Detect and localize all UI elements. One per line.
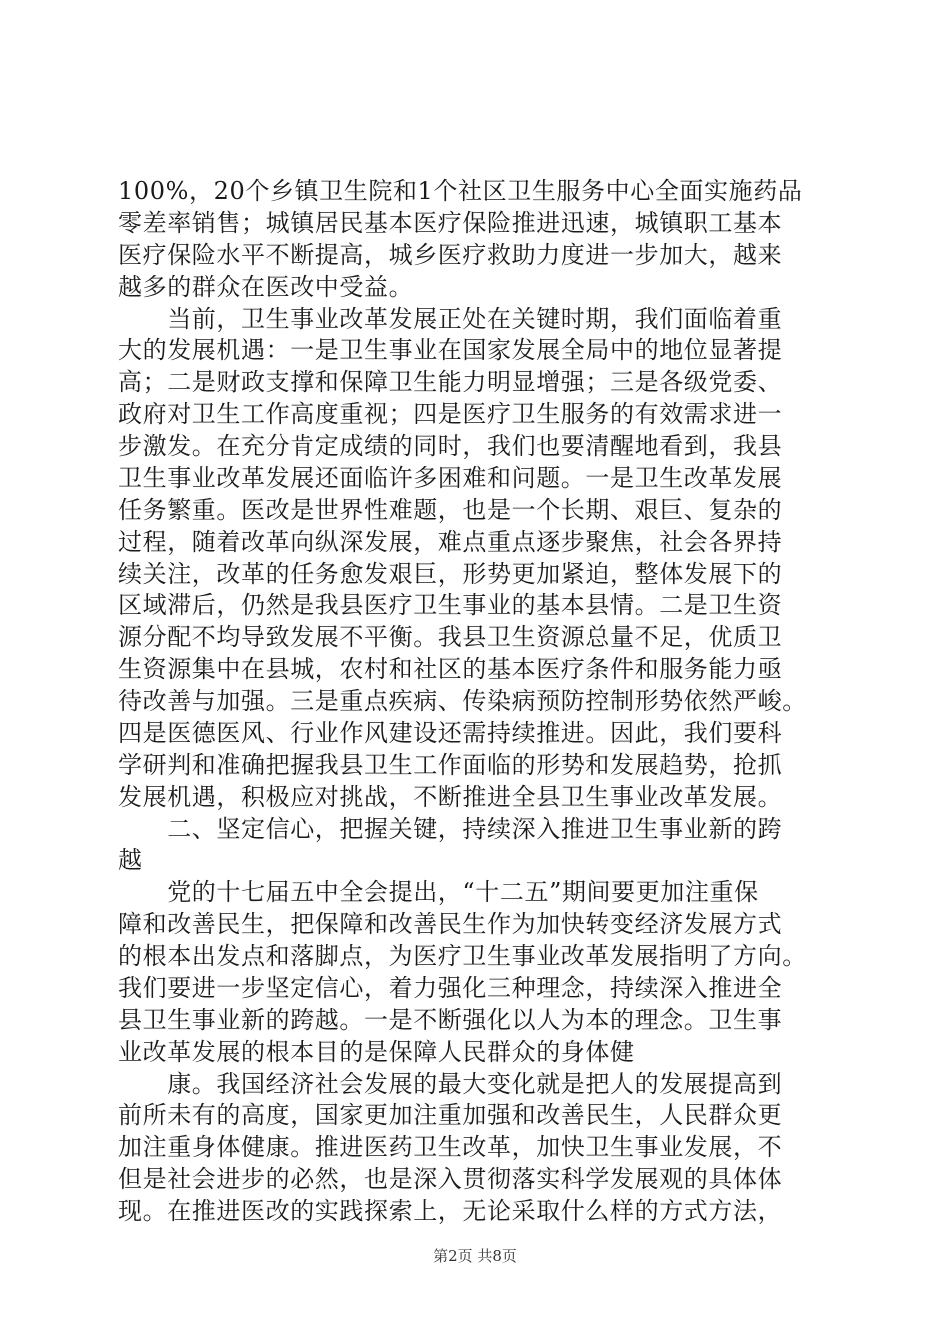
text-line: 区域滞后，仍然是我县医疗卫生事业的基本县情。二是卫生资 [118,591,783,619]
text-line: 医疗保险水平不断提高，城乡医疗救助力度进一步加大，越来 [118,241,783,269]
text-line: 大的发展机遇：一是卫生事业在国家发展全局中的地位显著提 [118,336,783,364]
text-line: 我们要进一步坚定信心，着力强化三种理念，持续深入推进全 [118,974,783,1002]
text-line: 任务繁重。医改是世界性难题，也是一个长期、艰巨、复杂的 [118,496,783,524]
text-line: 政府对卫生工作高度重视；四是医疗卫生服务的有效需求进一 [118,400,783,428]
text-line: 业改革发展的根本目的是保障人民群众的身体健 [118,1038,635,1066]
text-line: 现。在推进医改的实践探索上，无论采取什么样的方式方法， [118,1197,783,1225]
text-line: 康。我国经济社会发展的最大变化就是把人的发展提高到 [118,1070,783,1098]
text-line: 当前，卫生事业改革发展正处在关键时期，我们面临着重 [118,305,783,333]
text-line: 源分配不均导致发展不平衡。我县卫生资源总量不足，优质卫 [118,623,783,651]
text-line: 卫生事业改革发展还面临许多困难和问题。一是卫生改革发展 [118,464,783,492]
text-line: 生资源集中在县城，农村和社区的基本医疗条件和服务能力亟 [118,655,783,683]
text-line: 发展机遇，积极应对挑战，不断推进全县卫生事业改革发展。 [118,783,783,811]
text-line: 零差率销售；城镇居民基本医疗保险推进迅速，城镇职工基本 [118,209,783,237]
section-heading: 二、坚定信心，把握关键，持续深入推进卫生事业新的跨 [118,815,783,843]
text-line: 高；二是财政支撑和保障卫生能力明显增强；三是各级党委、 [118,368,783,396]
section-heading: 越 [118,846,143,874]
page-number-footer: 第2页 共8页 [433,1247,517,1265]
text-line: 加注重身体健康。推进医药卫生改革，加快卫生事业发展，不 [118,1133,783,1161]
text-line: 待改善与加强。三是重点疾病、传染病预防控制形势依然严峻。 [118,687,807,715]
text-line: 100%，20个乡镇卫生院和1个社区卫生服务中心全面实施药品 [118,177,803,205]
text-line: 前所未有的高度，国家更加注重加强和改善民生，人民群众更 [118,1101,783,1129]
text-line: 党的十七届五中全会提出，“十二五”期间要更加注重保 [118,878,759,906]
text-line: 学研判和准确把握我县卫生工作面临的形势和发展趋势，抢抓 [118,751,783,779]
text-line: 但是社会进步的必然，也是深入贯彻落实科学发展观的具体体 [118,1165,783,1193]
text-line: 县卫生事业新的跨越。一是不断强化以人为本的理念。卫生事 [118,1006,783,1034]
text-line: 过程，随着改革向纵深发展，难点重点逐步聚焦，社会各界持 [118,528,783,556]
text-line: 越多的群众在医改中受益。 [118,273,414,301]
text-line: 四是医德医风、行业作风建设还需持续推进。因此，我们要科 [118,719,783,747]
text-line: 步激发。在充分肯定成绩的同时，我们也要清醒地看到，我县 [118,432,783,460]
text-line: 续关注，改革的任务愈发艰巨，形势更加紧迫，整体发展下的 [118,560,783,588]
text-line: 障和改善民生，把保障和改善民生作为加快转变经济发展方式 [118,910,783,938]
text-line: 的根本出发点和落脚点，为医疗卫生事业改革发展指明了方向。 [118,942,807,970]
